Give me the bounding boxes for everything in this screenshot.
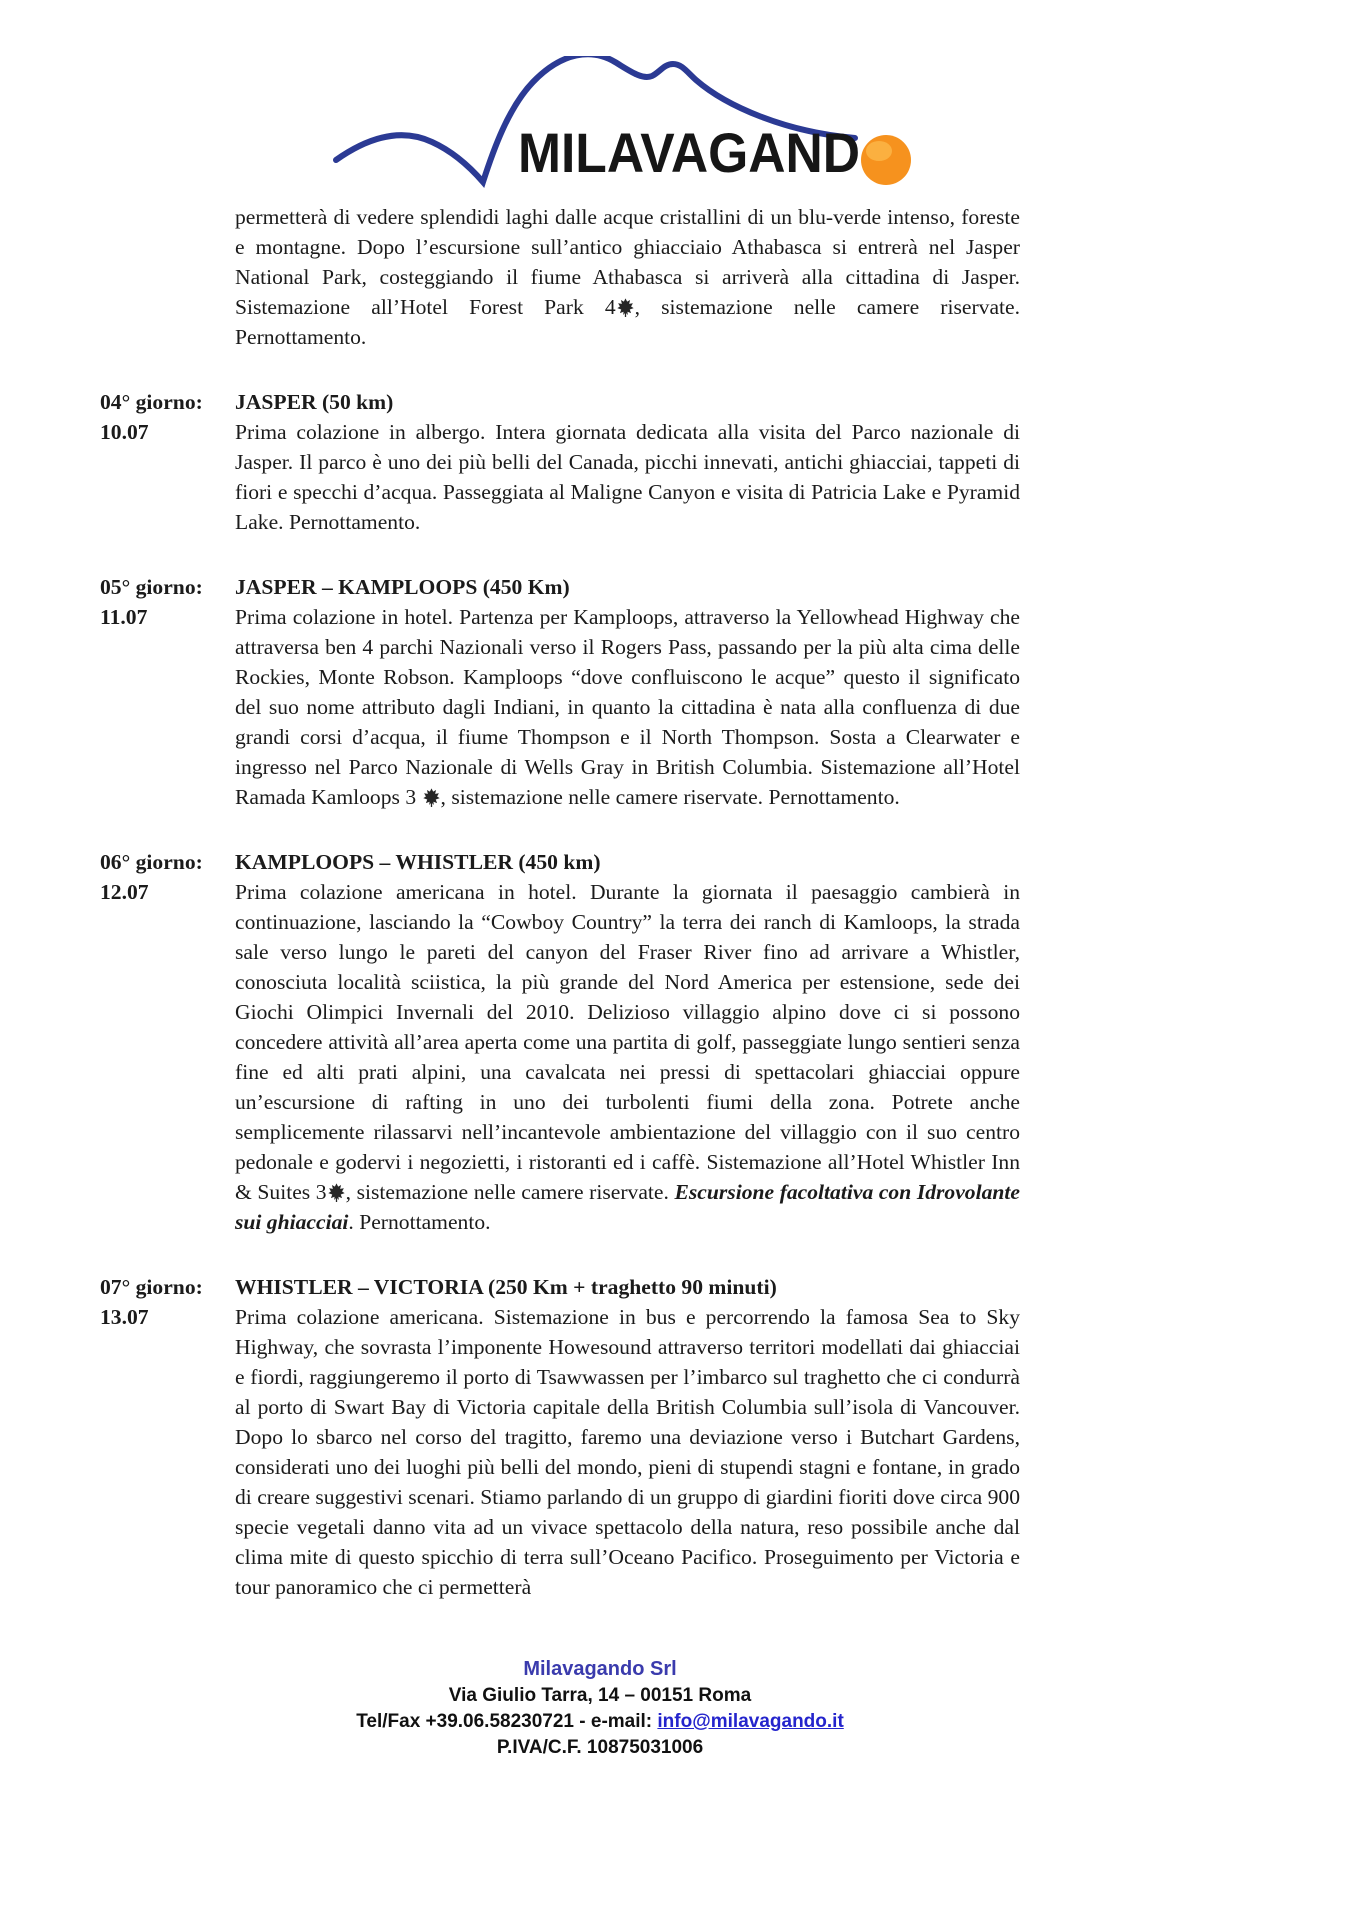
day-entry: [100, 387, 1020, 537]
itinerary: [100, 387, 1020, 1602]
day-title: JASPER – KAMPLOOPS (450 Km): [235, 575, 570, 599]
intro-paragraph: permetterà di vedere splendidi laghi dalle acque cristallini di un blu-verde intenso, foreste e montagne. Dopo l’escursione sull’antico ghiacciaio Athabasca si entrerà nel Jasper National Park, costeggiando il fiume Athabasca si arriverà alla cittadina di Jasper. Sistemazione all’Hotel Forest Park 4 , sistemazione nelle camere riservate. Pernottamento.: [235, 205, 1021, 349]
day-entry: [100, 572, 1020, 812]
page-footer: [140, 1656, 1060, 1761]
footer-vat: P.IVA/C.F. 10875031006: [496, 1737, 704, 1758]
footer-email-link[interactable]: info@milavagando.it: [657, 1711, 844, 1732]
day-title: KAMPLOOPS – WHISTLER (450 km): [235, 850, 601, 874]
footer-contact: [140, 1709, 1060, 1735]
day-description: Prima colazione in albergo. Intera giornata dedicata alla visita del Parco nazionale di Jasper. Il parco è uno dei più belli del Canada, picchi innevati, antichi ghiacciai, tappeti di fiori e specchi d’acqua. Passeggiata al Maligne Canyon e visita di Patricia Lake e Pyramid Lake. Pernottamento.: [235, 420, 1020, 534]
maple-leaf-icon: [423, 788, 440, 807]
logo: [330, 0, 916, 196]
day-date: 11.07: [100, 605, 148, 629]
day-label: 05° giorno:: [100, 575, 203, 599]
day-label: 06° giorno:: [100, 850, 203, 874]
maple-leaf-icon: [617, 298, 634, 317]
maple-leaf-icon: [328, 1183, 345, 1202]
footer-address: Via Giulio Tarra, 14 – 00151 Roma: [448, 1685, 752, 1706]
day-date: 12.07: [100, 880, 149, 904]
logo-brand-text: MILAVAGAND: [518, 121, 860, 184]
milavagando-logo-icon: [330, 56, 916, 196]
day-description: Prima colazione americana in hotel. Durante la giornata il paesaggio cambierà in continuazione, lasciando la “Cowboy Country” la terra dei ranch di Kamloops, la strada sale verso lungo le pareti del canyon del Fraser River fino ad arrivare a Whistler, conosciuta località sciistica, la più grande del Nord America per estensione, sede dei Giochi Olimpici Invernali del 2010. Delizioso villaggio alpino dove ci si possono concedere attività all’area aperta come una partita di golf, passeggiate lungo sentieri senza fine ed alti prati alpini, una cavalcata nei pressi di spettacolari ghiacciai oppure un’escursione di rafting in uno dei turbolenti fiumi della zona. Potrete anche semplicemente rilassarvi nell’incantevole ambientazione del villaggio con il suo centro pedonale e godervi i negozietti, i ristoranti ed i caffè. Sistemazione all’Hotel Whistler Inn & Suites 3 , sistemazione nelle camere riservate. Escursione facoltativa con Idrovolante sui ghiacciai. Pernottamento.: [235, 880, 1020, 1234]
day-title: WHISTLER – VICTORIA (250 Km + traghetto 90 minuti): [235, 1275, 777, 1299]
day-label: 07° giorno:: [100, 1275, 203, 1299]
footer-phone: Tel/Fax +39.06.58230721 - e-mail:: [356, 1711, 658, 1732]
day-description: Prima colazione in hotel. Partenza per Kamploops, attraverso la Yellowhead Highway che attraversa ben 4 parchi Nazionali verso il Rogers Pass, passando per la più alta cima delle Rockies, Monte Robson. Kamploops “dove confluiscono le acque” questo il significato del suo nome attributo dagli Indiani, in quanto la cittadina è nata alla confluenza di due grandi corsi d’acqua, il fiume Thompson e il North Thompson. Sosta a Clearwater e ingresso nel Parco Nazionale di Wells Gray in British Columbia. Sistemazione all’Hotel Ramada Kamloops 3 , sistemazione nelle camere riservate. Pernottamento.: [235, 605, 1020, 809]
day-description: Prima colazione americana. Sistemazione in bus e percorrendo la famosa Sea to Sky Highway, che sovrasta l’imponente Howesound attraverso territori modellati dai ghiacciai e fiordi, raggiungeremo il porto di Tsawwassen per l’imbarco sul traghetto che ci condurrà al porto di Swart Bay di Victoria capitale della British Columbia sull’isola di Vancouver. Dopo lo sbarco nel corso del tragitto, faremo una deviazione verso i Butchart Gardens, considerati uno dei luoghi più belli del mondo, pieni di stupendi stagni e fontane, in grado di creare suggestivi scenari. Stiamo parlando di un gruppo di giardini fioriti dove circa 900 specie vegetali danno vita ad un vivace spettacolo della natura, reso possibile anche dal clima mite di questo spicchio di terra sull’Oceano Pacifico. Proseguimento per Victoria e tour panoramico che ci permetterà: [235, 1305, 1020, 1599]
content: [100, 202, 1020, 1602]
day-title: JASPER (50 km): [235, 390, 394, 414]
day-date: 10.07: [100, 420, 149, 444]
day-entry: [100, 847, 1020, 1237]
footer-company: Milavagando Srl: [523, 1658, 677, 1680]
day-entry: [100, 1272, 1020, 1602]
day-label: 04° giorno:: [100, 390, 203, 414]
logo-globe-icon: [861, 135, 911, 185]
day-date: 13.07: [100, 1305, 149, 1329]
